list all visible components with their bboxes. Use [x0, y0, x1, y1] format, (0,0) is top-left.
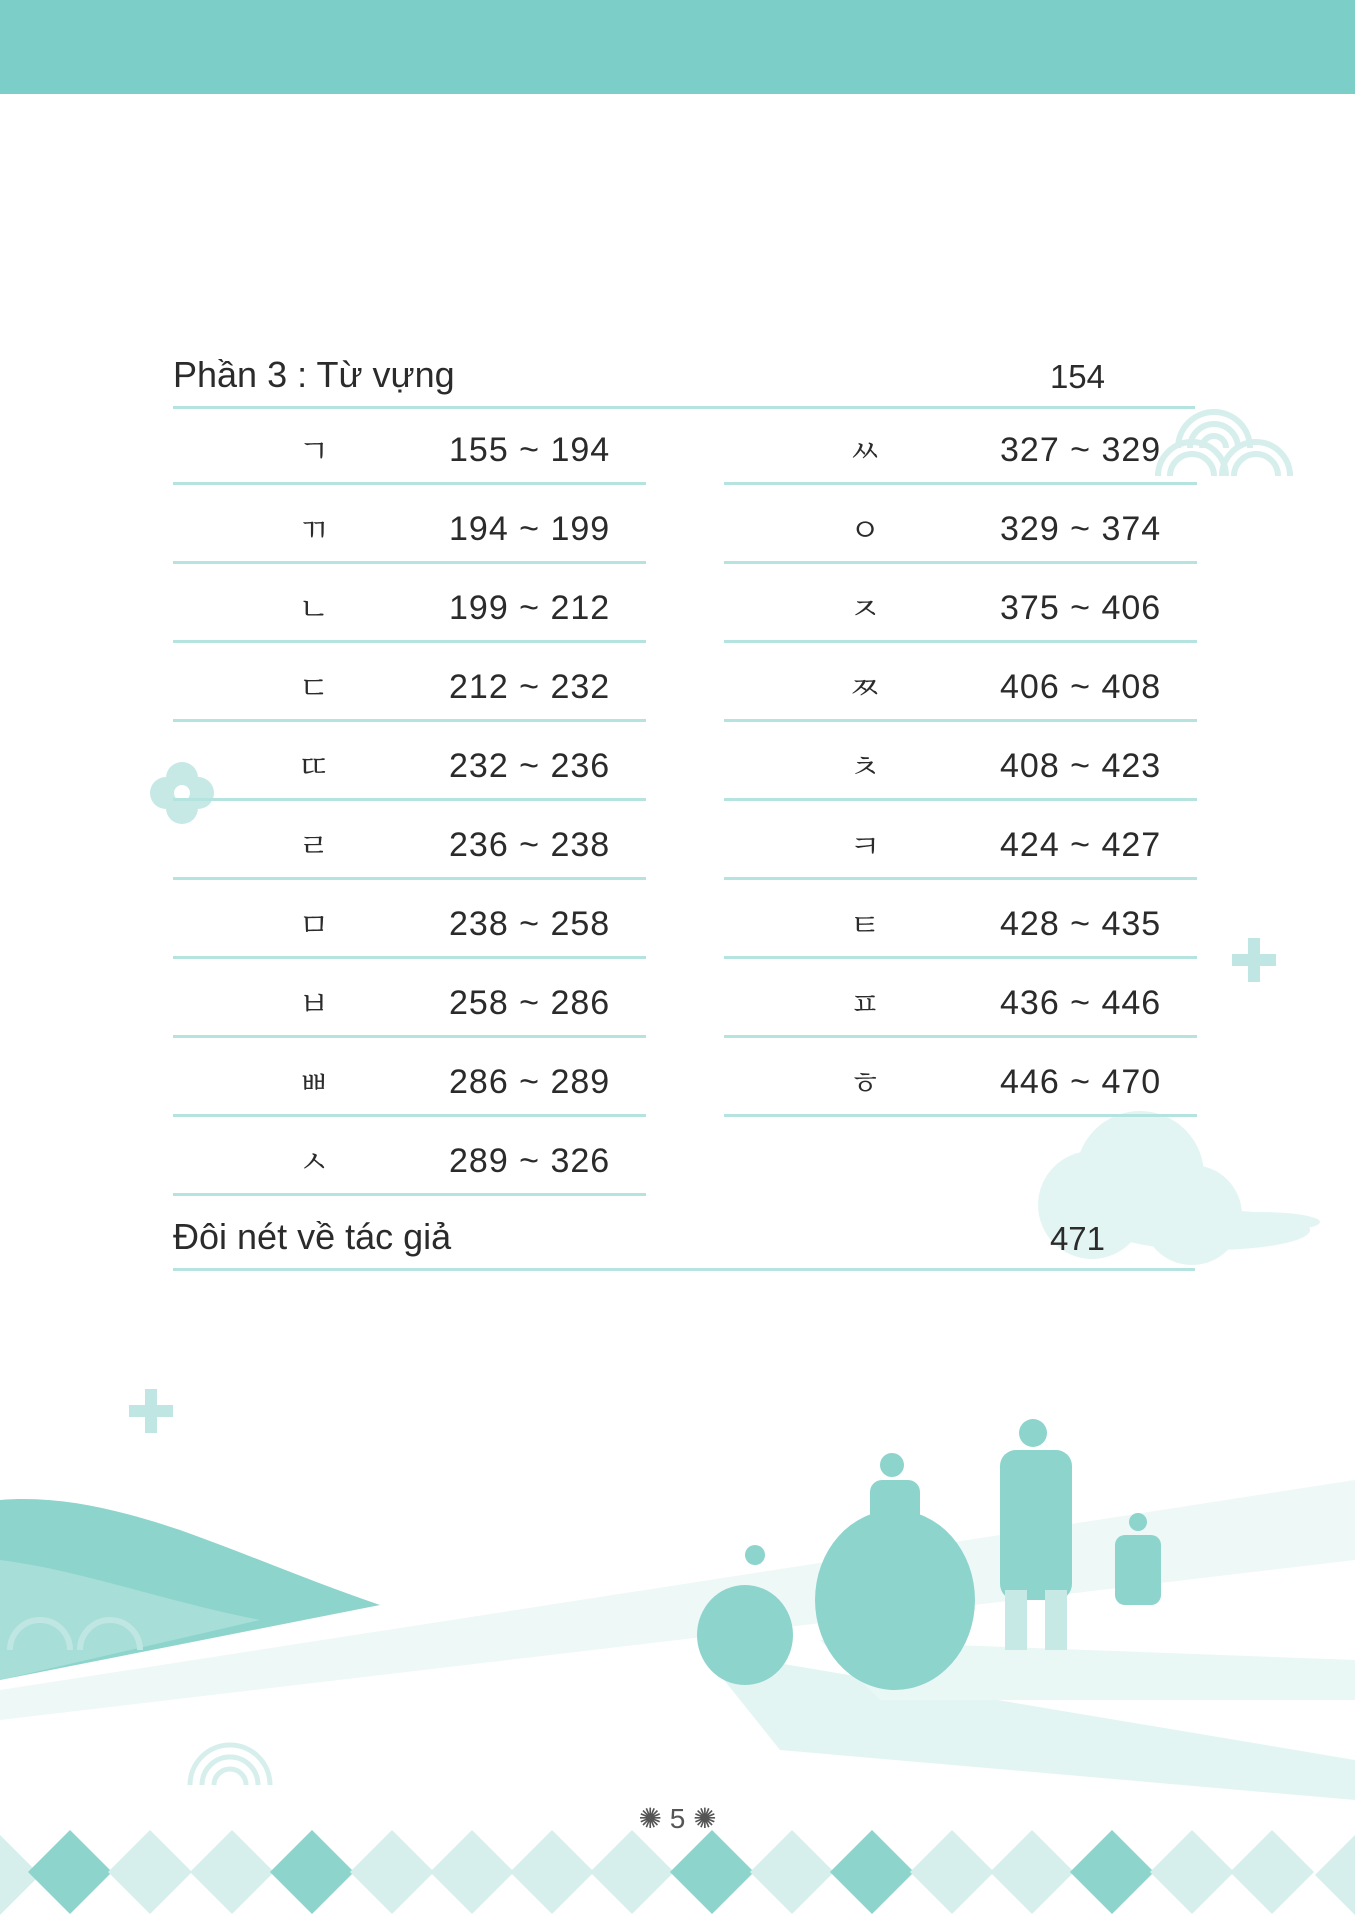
page-range: 258 ~ 286 — [449, 984, 611, 1022]
index-entry — [173, 880, 646, 959]
index-entry — [724, 485, 1197, 564]
section-page: 471 — [1049, 1220, 1105, 1257]
index-letter: ㄴ — [298, 590, 330, 628]
index-entry — [173, 406, 646, 485]
index-letter: ㄸ — [298, 748, 330, 786]
page-range: 286 ~ 289 — [449, 1063, 611, 1101]
flower-ornament-icon: ✺ — [638, 1803, 662, 1834]
index-letter: ㅊ — [849, 748, 881, 786]
index-letter: ㅎ — [849, 1064, 881, 1102]
index-letter: ㅅ — [298, 1143, 330, 1181]
page-range: 194 ~ 199 — [449, 510, 611, 548]
right-index-column — [724, 406, 1197, 1117]
page-range: 327 ~ 329 — [1000, 431, 1162, 469]
section-title: Đôi nét về tác giả — [173, 1216, 452, 1257]
page-range: 436 ~ 446 — [1000, 984, 1162, 1022]
section-title: Phần 3 : Từ vựng — [173, 354, 455, 395]
index-entry — [724, 406, 1197, 485]
index-letter: ㅁ — [298, 906, 330, 944]
index-letter: ㄹ — [298, 827, 330, 865]
index-letter: ㄲ — [298, 511, 330, 549]
index-entry — [173, 959, 646, 1038]
index-letter: ㅃ — [298, 1064, 330, 1102]
index-entry — [173, 643, 646, 722]
index-entry — [724, 1038, 1197, 1117]
page-range: 446 ~ 470 — [1000, 1063, 1162, 1101]
index-letter: ㅈ — [849, 590, 881, 628]
page-range: 375 ~ 406 — [1000, 589, 1162, 627]
section-row-author — [173, 1218, 1195, 1271]
index-letter: ㅍ — [849, 985, 881, 1023]
section-row-vocabulary — [173, 356, 1195, 409]
index-entry — [724, 722, 1197, 801]
index-entry — [724, 564, 1197, 643]
index-entry — [724, 801, 1197, 880]
page-range: 408 ~ 423 — [1000, 747, 1162, 785]
page-range: 406 ~ 408 — [1000, 668, 1162, 706]
index-letter: ㅂ — [298, 985, 330, 1023]
page-range: 238 ~ 258 — [449, 905, 611, 943]
index-letter: ㄷ — [298, 669, 330, 707]
index-letter: ㅌ — [849, 906, 881, 944]
page-range: 212 ~ 232 — [449, 668, 611, 706]
page-range: 236 ~ 238 — [449, 826, 611, 864]
section-page: 154 — [1049, 358, 1105, 395]
index-letter: ㅆ — [849, 432, 881, 470]
index-entry — [173, 564, 646, 643]
index-entry — [173, 801, 646, 880]
flower-ornament-icon: ✺ — [693, 1803, 717, 1834]
index-letter: ㅋ — [849, 827, 881, 865]
index-entry — [724, 643, 1197, 722]
index-letter: ㅇ — [849, 511, 881, 549]
page-range: 428 ~ 435 — [1000, 905, 1162, 943]
page-range: 199 ~ 212 — [449, 589, 611, 627]
page-range: 329 ~ 374 — [1000, 510, 1162, 548]
page-range: 424 ~ 427 — [1000, 826, 1162, 864]
index-entry — [173, 722, 646, 801]
index-entry — [724, 880, 1197, 959]
index-letter: ㄱ — [298, 432, 330, 470]
page-range: 289 ~ 326 — [449, 1142, 611, 1180]
index-entry — [724, 959, 1197, 1038]
page-range: 232 ~ 236 — [449, 747, 611, 785]
page-number: 5 — [669, 1803, 686, 1834]
index-entry — [173, 485, 646, 564]
diamond-border — [0, 1830, 1355, 1915]
page-range: 155 ~ 194 — [449, 431, 611, 469]
left-index-column — [173, 406, 646, 1196]
index-entry — [173, 1117, 646, 1196]
index-entry — [173, 1038, 646, 1117]
page-number-footer — [0, 1802, 1355, 1835]
index-letter: ㅉ — [849, 669, 881, 707]
